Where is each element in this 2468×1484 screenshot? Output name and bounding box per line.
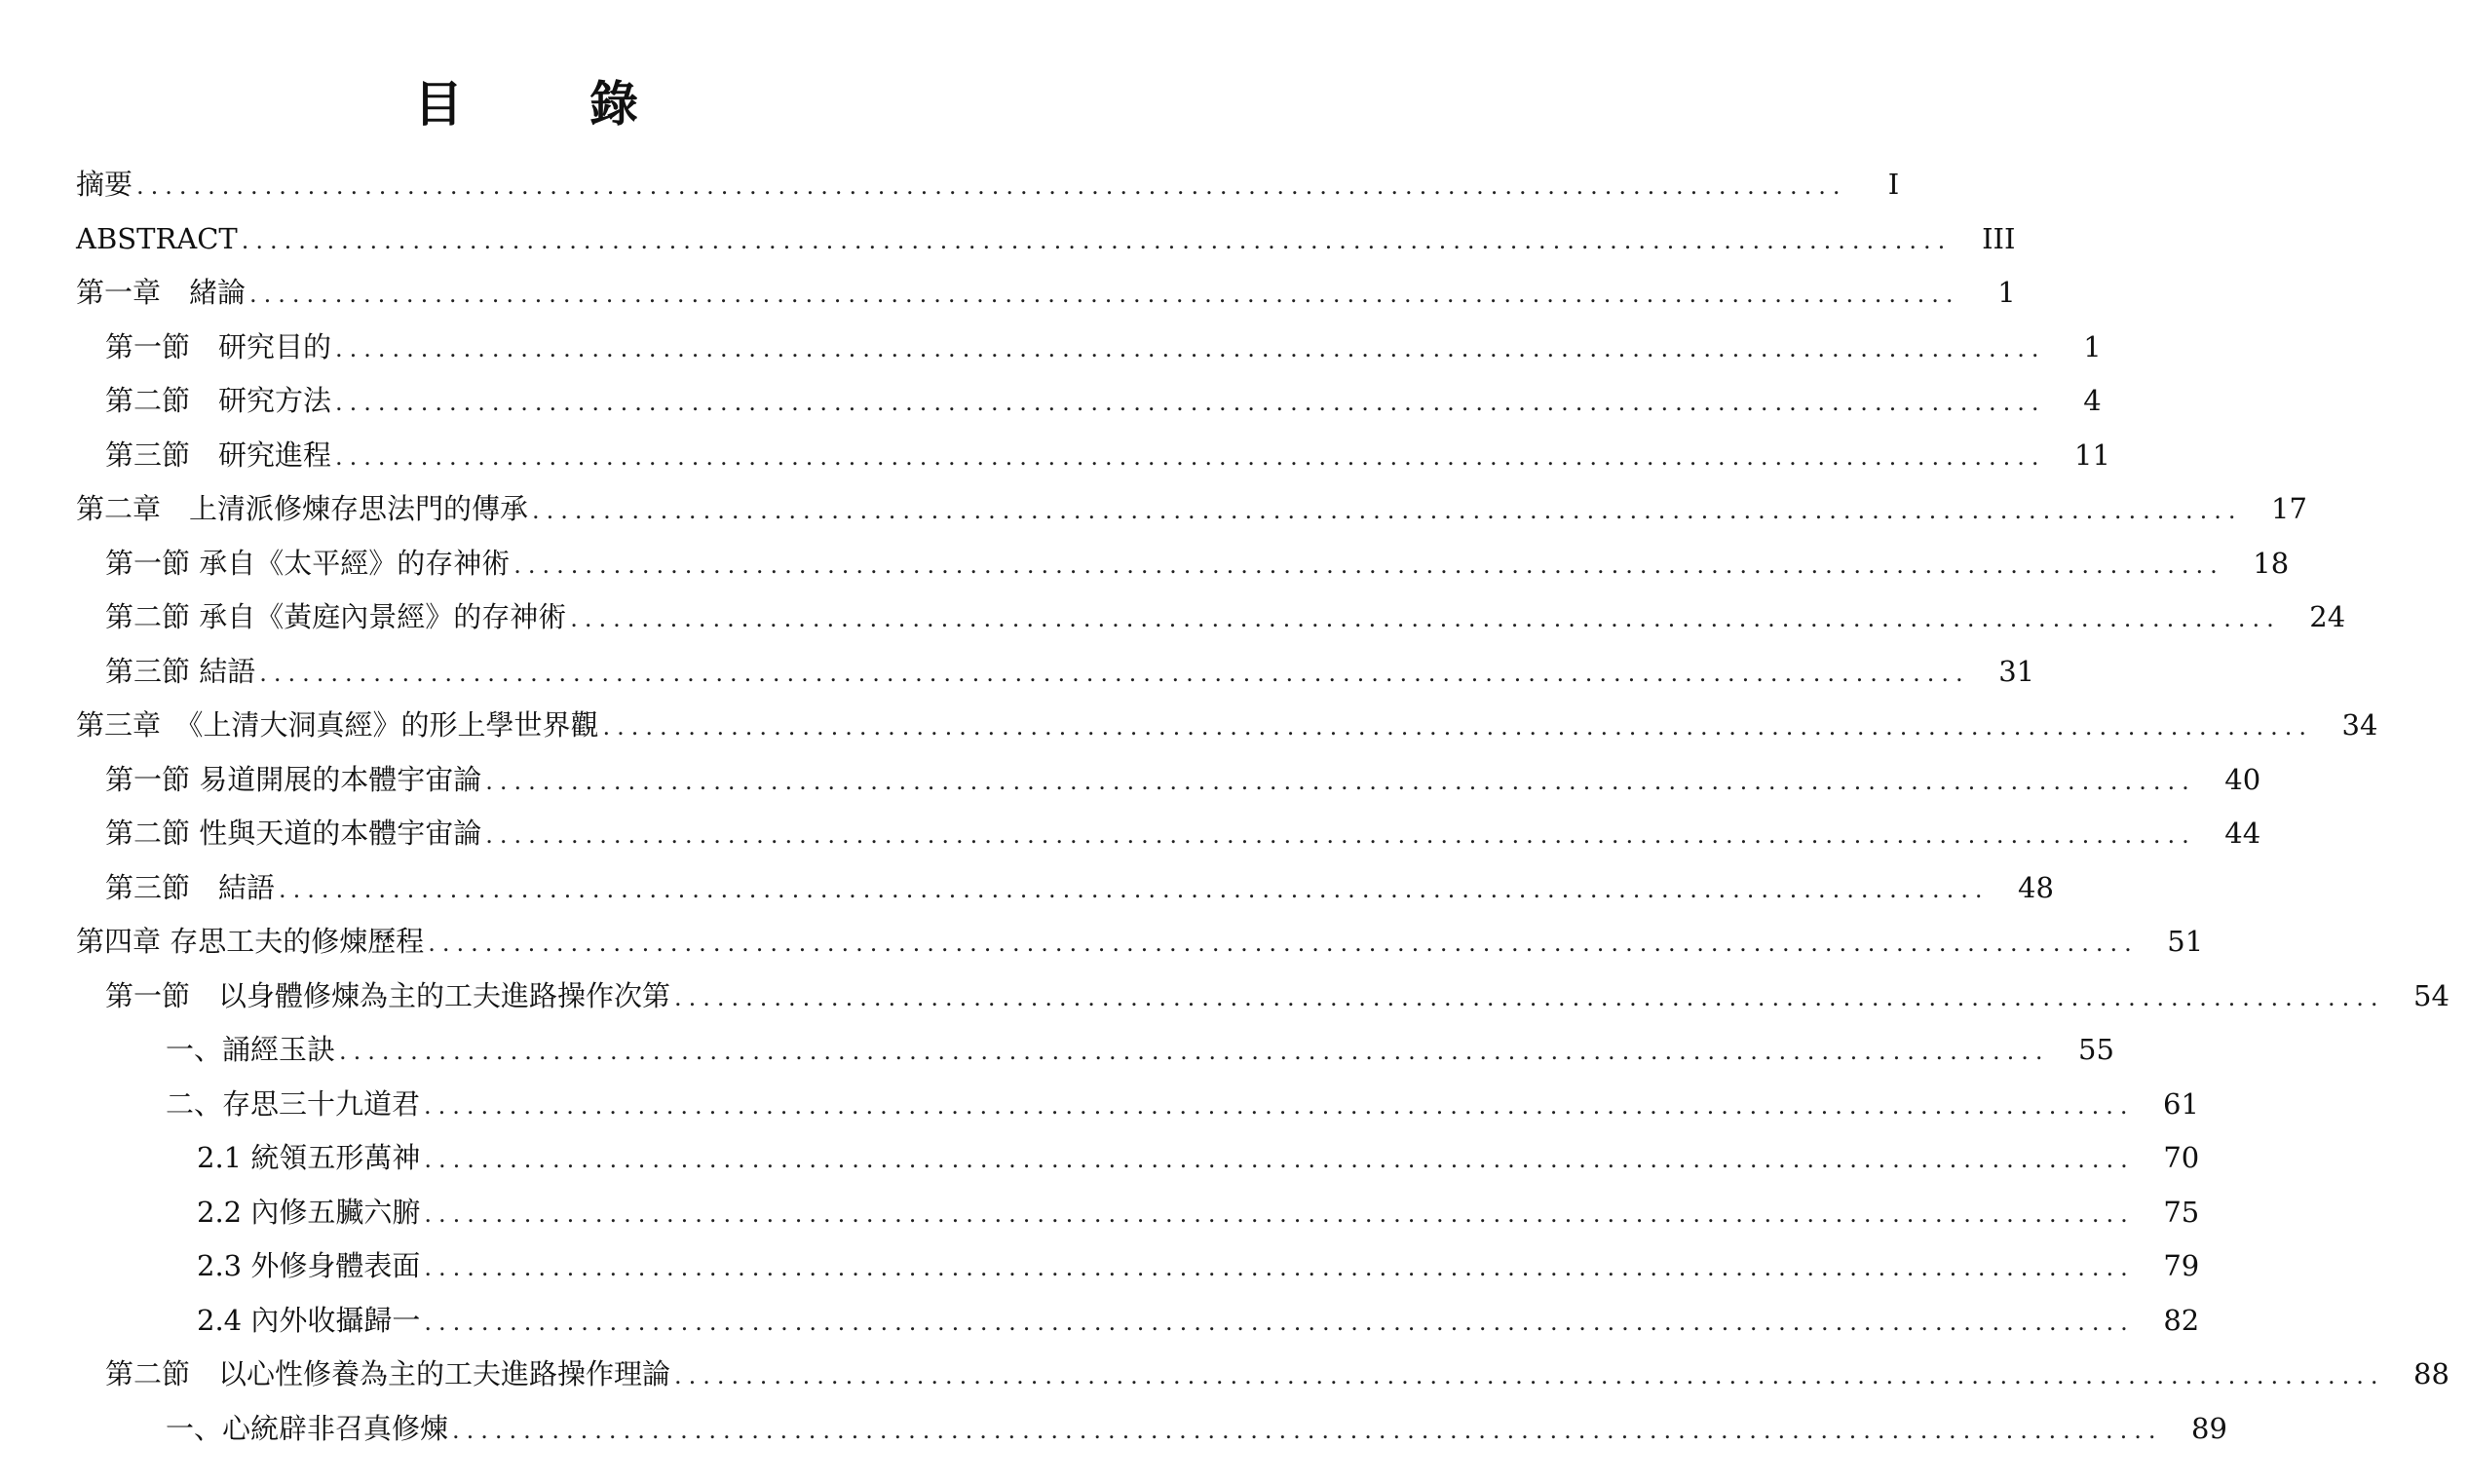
toc-entry-title: 2.2 內修五臟六腑 (197, 1195, 421, 1229)
toc-dot-leader: ........................................................................................................................ (279, 875, 1990, 903)
toc-page-number: 82 (2163, 1303, 2200, 1337)
toc-entry (0, 645, 2035, 700)
toc-entry-title: 第三節 結語 (105, 654, 256, 688)
toc-entry (0, 1131, 2200, 1186)
toc-dot-leader: ........................................................................................................................ (424, 1308, 2135, 1336)
toc-dot-leader: ........................................................................................................................ (570, 605, 2281, 632)
toc-entry-title: 第一節 易道開展的本體宇宙論 (105, 762, 482, 796)
toc-dot-leader: ........................................................................................................................ (602, 713, 2313, 741)
toc-page-number: 31 (1998, 654, 2035, 688)
toc-page-number: 17 (2271, 492, 2307, 525)
toc-dot-leader: ........................................................................................................................ (674, 983, 2385, 1011)
toc-entry (0, 915, 2204, 970)
toc-dot-leader: ........................................................................................................................ (485, 821, 2196, 849)
toc-page-number: 75 (2163, 1195, 2200, 1229)
toc-entry (0, 1186, 2200, 1240)
toc-entry (0, 429, 2110, 483)
toc-page-number: 79 (2163, 1249, 2200, 1282)
toc-entry-title: 第二章 上清派修煉存思法門的傳承 (76, 492, 529, 525)
toc-entry-title: 2.4 內外收攝歸一 (197, 1303, 421, 1337)
toc-entry-title: 第三節 結語 (105, 870, 276, 904)
toc-entry (0, 753, 2261, 808)
toc-entry-title: 第二節 承自《黃庭內景經》的存神術 (105, 600, 567, 633)
toc-page-number: 24 (2309, 600, 2346, 633)
table-of-contents (0, 158, 2449, 1456)
toc-entry-title: 第一節 以身體修煉為主的工夫進路操作次第 (105, 978, 671, 1012)
toc-entry-title: 第三節 研究進程 (105, 438, 332, 472)
toc-page-number: 18 (2253, 546, 2290, 580)
toc-dot-leader: ........................................................................................................................ (424, 1199, 2135, 1228)
toc-dot-leader: ........................................................................................................................ (335, 334, 2046, 362)
toc-page-number: 61 (2163, 1086, 2199, 1121)
toc-dot-leader: ........................................................................................................................ (428, 930, 2139, 957)
toc-page-number: 40 (2224, 762, 2261, 796)
toc-entry (0, 1078, 2199, 1132)
toc-entry (0, 970, 2449, 1024)
toc-entry (0, 212, 2016, 267)
toc-dot-leader: ........................................................................................................................ (136, 172, 1847, 200)
toc-entry-title: 2.3 外修身體表面 (197, 1249, 421, 1282)
toc-dot-leader: ........................................................................................................................ (424, 1254, 2135, 1281)
toc-entry (0, 158, 1900, 212)
toc-dot-leader: ........................................................................................................................ (424, 1146, 2135, 1173)
toc-dot-leader: ........................................................................................................................ (452, 1416, 2163, 1444)
toc-entry-title: 一、心統辟非召真修煉 (166, 1411, 449, 1445)
toc-entry (0, 482, 2307, 537)
toc-entry (0, 374, 2102, 429)
toc-entry-title: 摘要 (76, 168, 133, 201)
toc-entry (0, 590, 2346, 645)
toc-entry (0, 861, 2054, 916)
toc-entry (0, 321, 2102, 375)
toc-dot-leader: ........................................................................................................................ (424, 1091, 2135, 1120)
page-title: 目 錄 (414, 74, 677, 133)
toc-entry (0, 1239, 2200, 1294)
toc-entry-title: 第一章 緒論 (76, 276, 247, 309)
toc-entry-title: ABSTRACT (76, 221, 238, 255)
toc-page-number: 48 (2018, 870, 2054, 904)
toc-entry (0, 1023, 2114, 1078)
toc-page-number: I (1887, 168, 1900, 201)
toc-dot-leader: ........................................................................................................................ (674, 1362, 2385, 1389)
toc-entry (0, 537, 2290, 591)
toc-entry-title: 一、誦經玉訣 (166, 1033, 336, 1066)
toc-page-number: 70 (2163, 1141, 2200, 1174)
toc-entry (0, 699, 2378, 753)
toc-entry-title: 第二節 研究方法 (105, 384, 332, 417)
toc-page-number: 51 (2167, 925, 2204, 958)
toc-dot-leader: ........................................................................................................................ (335, 442, 2046, 471)
toc-dot-leader: ........................................................................................................................ (339, 1038, 2050, 1065)
toc-dot-leader: ........................................................................................................................ (532, 497, 2243, 524)
toc-entry (0, 266, 2016, 321)
toc-page-number: 89 (2191, 1411, 2227, 1445)
toc-page-number: 1 (2083, 329, 2102, 363)
toc-entry (0, 1402, 2227, 1457)
toc-page-number: 55 (2078, 1033, 2114, 1066)
toc-entry-title: 第一節 研究目的 (105, 329, 332, 363)
toc-entry-title: 第二節 以心性修養為主的工夫進路操作理論 (105, 1357, 671, 1390)
toc-page-number: 88 (2413, 1357, 2449, 1390)
toc-dot-leader: ........................................................................................................................ (249, 281, 1960, 308)
toc-dot-leader: ........................................................................................................................ (335, 389, 2046, 416)
toc-page-number: 11 (2074, 438, 2110, 472)
toc-page-number: 4 (2083, 384, 2102, 417)
toc-dot-leader: ........................................................................................................................ (259, 659, 1970, 687)
toc-page-number: III (1982, 221, 2016, 255)
toc-dot-leader: ........................................................................................................................ (241, 226, 1953, 254)
toc-entry (0, 807, 2261, 861)
toc-dot-leader: ........................................................................................................................ (513, 551, 2224, 579)
toc-page-number: 1 (1997, 276, 2016, 309)
toc-entry-title: 第二節 性與天道的本體宇宙論 (105, 817, 482, 850)
toc-dot-leader: ........................................................................................................................ (485, 767, 2196, 795)
toc-entry-title: 2.1 統領五形萬神 (197, 1141, 421, 1174)
toc-page-number: 34 (2341, 708, 2378, 742)
toc-entry (0, 1294, 2200, 1349)
toc-entry-title: 第一節 承自《太平經》的存神術 (105, 546, 511, 580)
toc-entry-title: 二、存思三十九道君 (166, 1086, 421, 1121)
toc-entry (0, 1348, 2449, 1402)
toc-entry-title: 第三章 《上清大洞真經》的形上學世界觀 (76, 708, 599, 742)
toc-page-number: 44 (2224, 817, 2261, 850)
toc-page-number: 54 (2413, 978, 2449, 1012)
toc-entry-title: 第四章 存思工夫的修煉歷程 (76, 925, 425, 958)
